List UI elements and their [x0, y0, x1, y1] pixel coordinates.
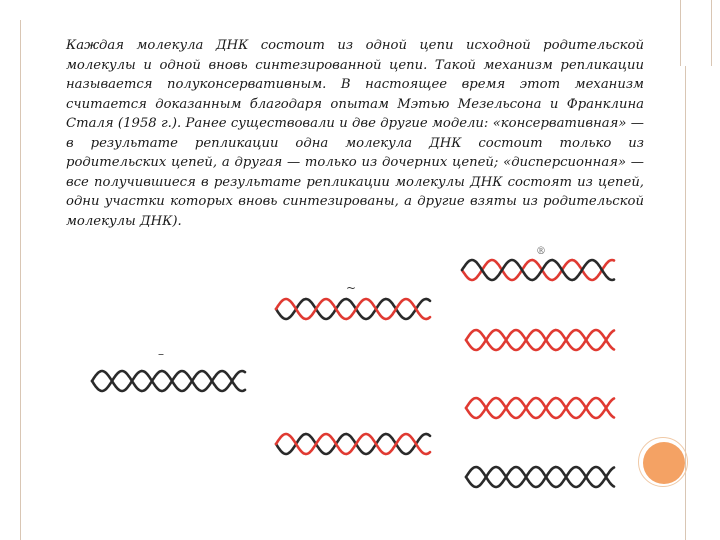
dispersive-mark: ® [536, 246, 546, 257]
strand-semi1-b [276, 299, 430, 319]
strand-semi1-a [276, 299, 430, 319]
helix-right-3 [466, 398, 614, 418]
strand-semi2-a [276, 434, 430, 454]
helix-parent [92, 371, 245, 391]
helix-right-2 [466, 330, 614, 350]
semi-mark: ~ [346, 281, 357, 295]
body-text: Каждая молекула ДНК состоит из одной цепи исходной родительской молекулы и одной вновь синтезированной цепи. Такой механизм репликации называется полуконсервативным. В настоящее время этот механизм считается доказанным благодаря опытам Мэтью Мезельсона и Франклина Сталя (1958 г.). Ранее существовали и две другие модели: «консервативная» — в результате репликации одна молекула ДНК состоит только из родительских цепей, а другая — только из дочерних цепей; «дисперсионная» — все получившиеся в результате репликации молекулы ДНК состоят из цепей, одни участки которых вновь синтезированы, а другие взяты из родительской молекулы ДНК). [66, 38, 644, 229]
helix-right-4 [466, 467, 614, 487]
parent-mark: – [158, 347, 164, 361]
helix-right-1 [462, 260, 614, 280]
strand-semi2-b [276, 434, 430, 454]
helix-semi-2 [276, 434, 430, 454]
accent-circle [643, 442, 685, 484]
helix-semi-1 [276, 299, 430, 319]
